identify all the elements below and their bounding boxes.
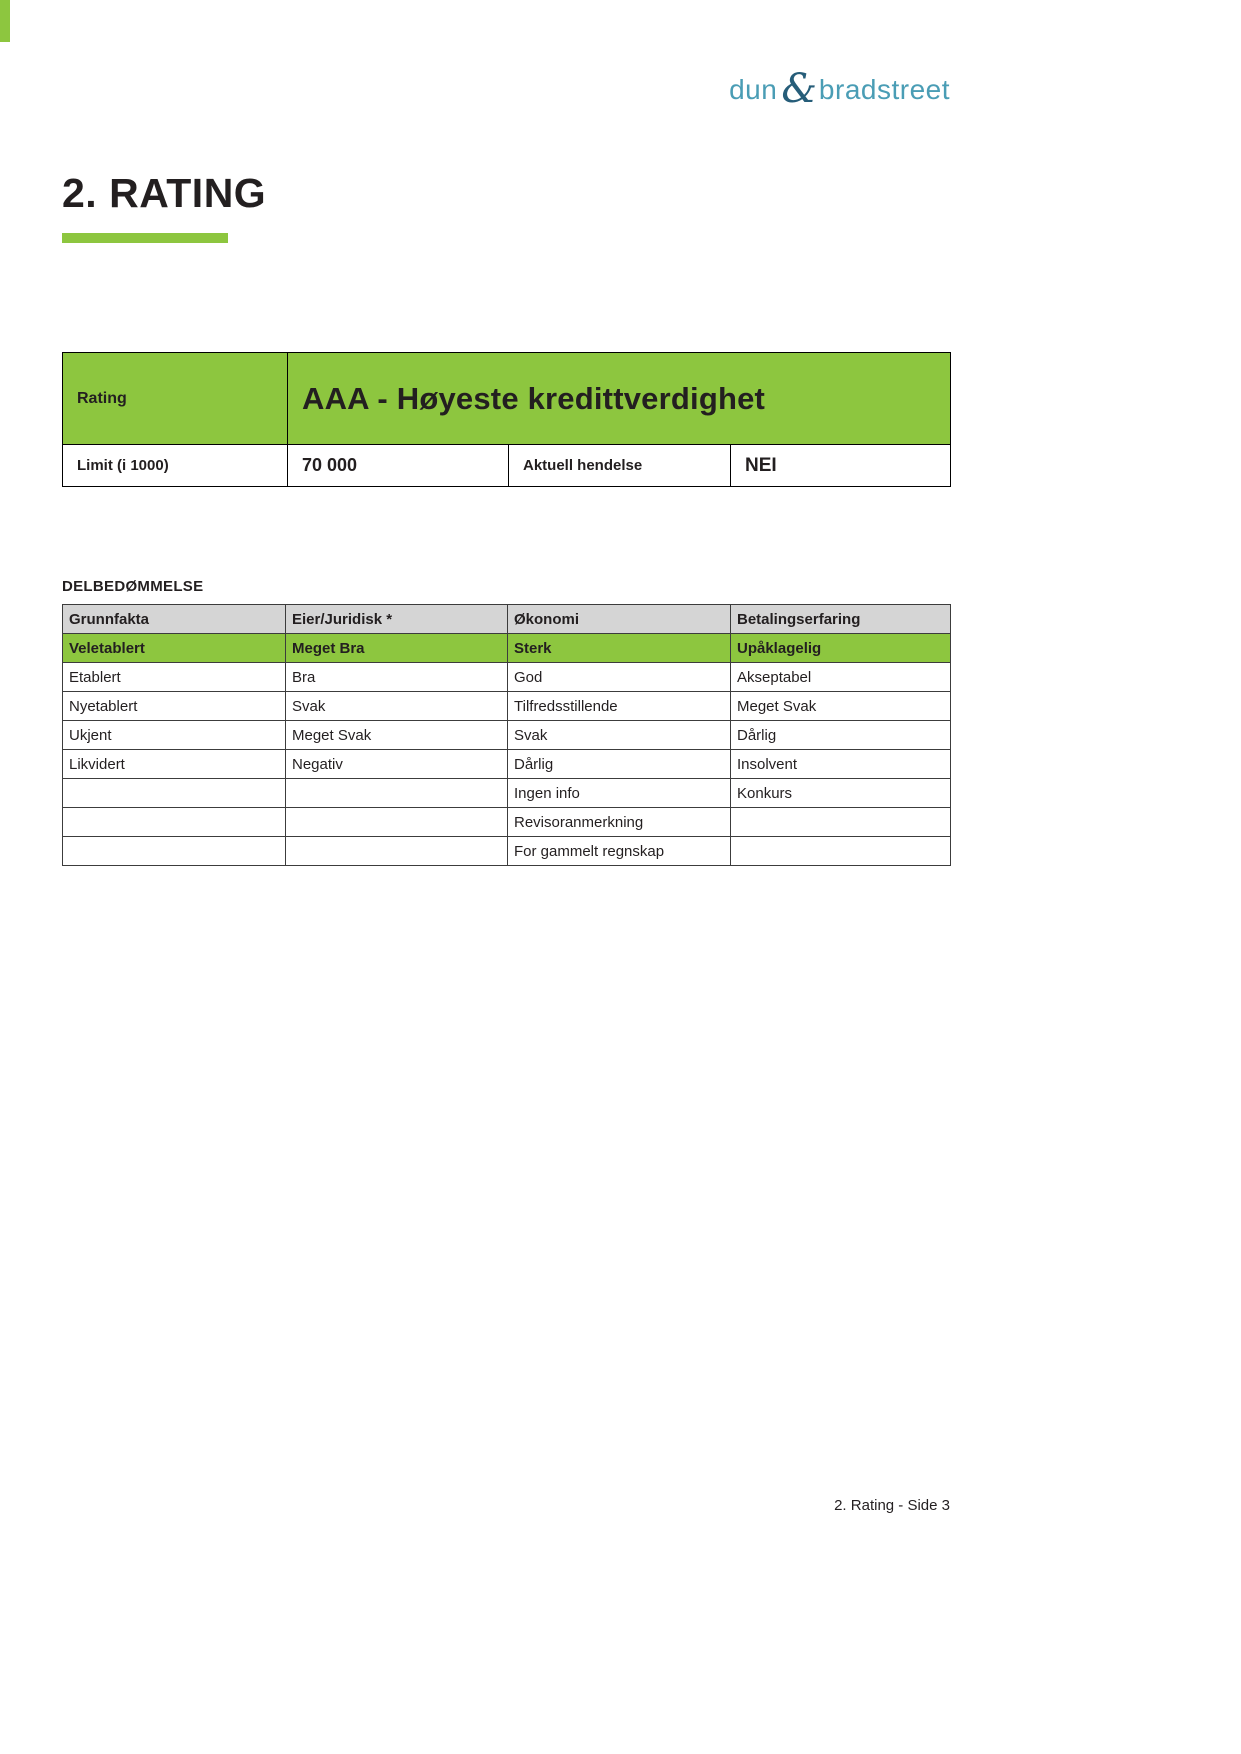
rating-label-cell: Rating xyxy=(63,353,288,445)
table-header-row xyxy=(63,605,951,634)
column-header-grunnfakta: Grunnfakta xyxy=(63,605,286,634)
rating-value-cell: AAA - Høyeste kredittverdighet xyxy=(288,353,951,445)
table-cell xyxy=(286,808,508,837)
table-cell: Akseptabel xyxy=(731,663,951,692)
dnb-logo xyxy=(729,66,950,112)
page-corner-mark xyxy=(0,0,10,42)
table-cell: Dårlig xyxy=(731,721,951,750)
delbedommelse-body xyxy=(63,663,951,866)
table-cell xyxy=(63,779,286,808)
table-cell xyxy=(731,808,951,837)
table-row xyxy=(63,808,951,837)
table-cell xyxy=(286,837,508,866)
table-cell: Insolvent xyxy=(731,750,951,779)
table-cell: Tilfredsstillende xyxy=(508,692,731,721)
column-header-eier-juridisk: Eier/Juridisk * xyxy=(286,605,508,634)
selected-cell-betalingserfaring: Upåklagelig xyxy=(731,634,951,663)
table-cell: For gammelt regnskap xyxy=(508,837,731,866)
title-underline xyxy=(62,233,228,243)
table-row xyxy=(63,837,951,866)
table-row xyxy=(63,445,951,487)
table-cell: Likvidert xyxy=(63,750,286,779)
table-cell: Svak xyxy=(286,692,508,721)
table-cell: God xyxy=(508,663,731,692)
logo-ampersand-icon: & xyxy=(781,66,817,112)
limit-value-cell: 70 000 xyxy=(288,445,509,487)
rating-table xyxy=(62,352,951,487)
table-cell: Bra xyxy=(286,663,508,692)
selected-cell-eier-juridisk: Meget Bra xyxy=(286,634,508,663)
table-cell xyxy=(63,837,286,866)
table-cell: Negativ xyxy=(286,750,508,779)
table-row xyxy=(63,779,951,808)
logo-text-bradstreet: bradstreet xyxy=(818,74,950,105)
table-cell: Revisoranmerkning xyxy=(508,808,731,837)
table-cell xyxy=(63,808,286,837)
table-cell: Konkurs xyxy=(731,779,951,808)
selected-rating-row xyxy=(63,634,951,663)
table-cell: Meget Svak xyxy=(286,721,508,750)
table-cell: Meget Svak xyxy=(731,692,951,721)
delbedommelse-table xyxy=(62,604,951,866)
selected-cell-grunnfakta: Veletablert xyxy=(63,634,286,663)
table-cell xyxy=(286,779,508,808)
delbedommelse-heading: DELBEDØMMELSE xyxy=(62,578,204,595)
table-row xyxy=(63,692,951,721)
logo-text-dun: dun xyxy=(729,74,778,105)
selected-cell-okonomi: Sterk xyxy=(508,634,731,663)
table-cell: Etablert xyxy=(63,663,286,692)
table-cell xyxy=(731,837,951,866)
limit-label-cell: Limit (i 1000) xyxy=(63,445,288,487)
event-value-cell: NEI xyxy=(731,445,951,487)
table-cell: Ingen info xyxy=(508,779,731,808)
table-row xyxy=(63,353,951,445)
table-row xyxy=(63,721,951,750)
event-label-cell: Aktuell hendelse xyxy=(509,445,731,487)
table-cell: Svak xyxy=(508,721,731,750)
table-row xyxy=(63,663,951,692)
page-title: 2. RATING xyxy=(62,170,267,216)
column-header-okonomi: Økonomi xyxy=(508,605,731,634)
table-cell: Nyetablert xyxy=(63,692,286,721)
table-cell: Ukjent xyxy=(63,721,286,750)
table-cell: Dårlig xyxy=(508,750,731,779)
column-header-betalingserfaring: Betalingserfaring xyxy=(731,605,951,634)
table-row xyxy=(63,750,951,779)
page-footer: 2. Rating - Side 3 xyxy=(834,1497,950,1514)
